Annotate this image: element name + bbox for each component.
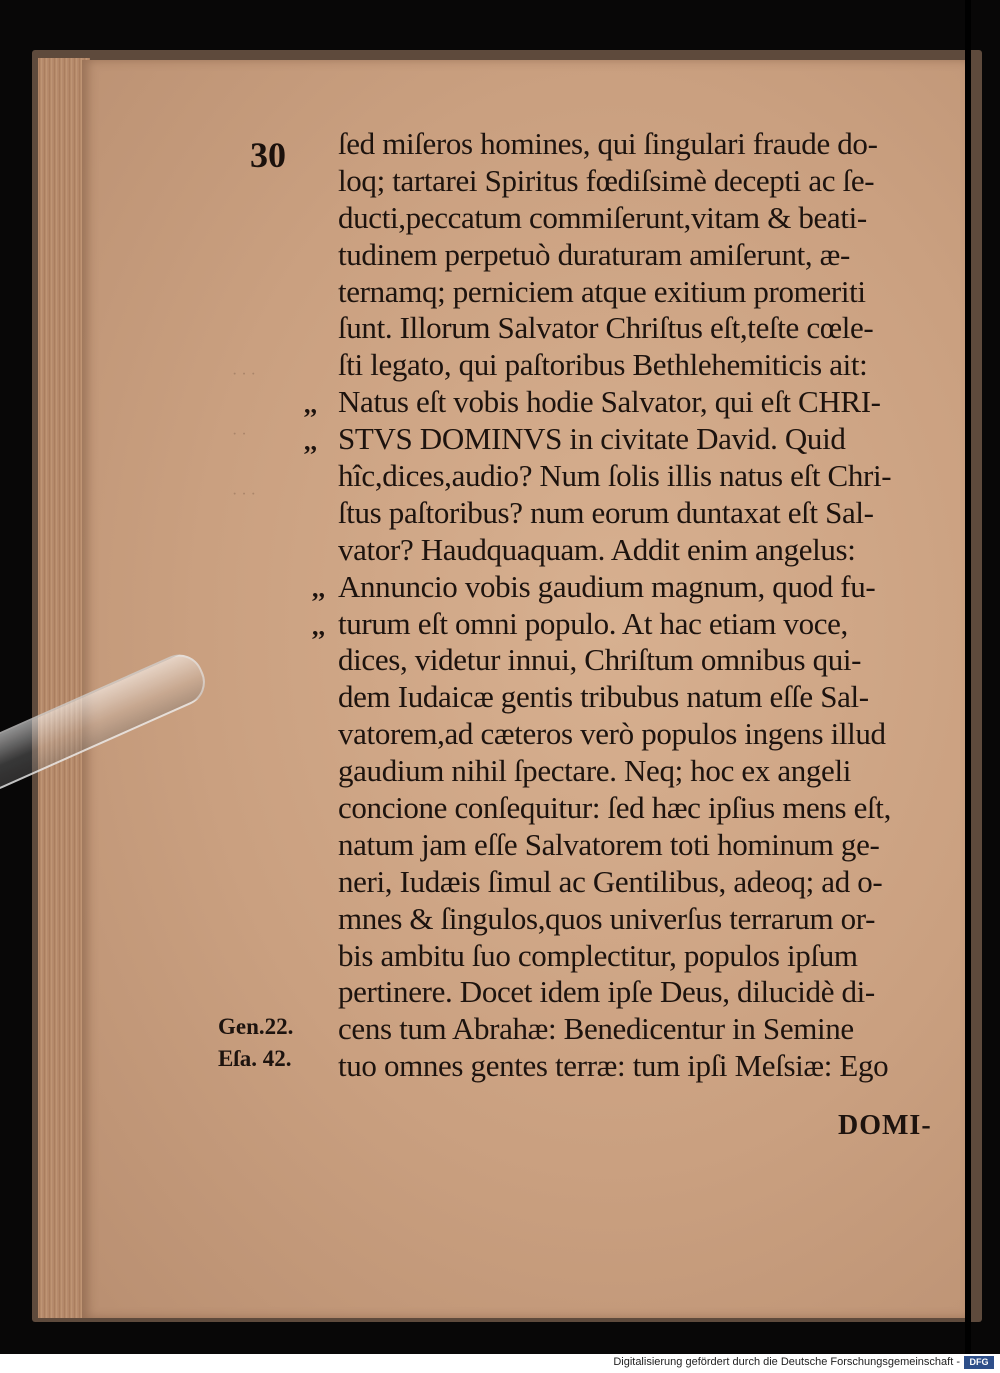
text-line: cens tum Abrahæ: Benedicentur in Semine <box>338 1011 854 1047</box>
quote-mark: ,, <box>304 390 317 419</box>
text-line: turum eſt omni populo. At hac etiam voce, <box>338 605 848 641</box>
margin-note-esa: Eſa. 42. <box>218 1046 292 1071</box>
footer-credit: Digitalisierung gefördert durch die Deutsche Forschungsgemeinschaft - <box>613 1356 960 1368</box>
text-line: vator? Haudquaquam. Addit enim angelus: <box>338 531 856 567</box>
text-line: neri, Iudæis ſimul ac Gentilibus, adeoq; ad o- <box>338 863 883 899</box>
text-line: mnes & ſingulos,quos univerſus terrarum or- <box>338 900 876 936</box>
margin-note-gen: Gen.22. <box>218 1014 294 1039</box>
text-line: vatorem,ad cæteros verò populos ingens illud <box>338 716 886 752</box>
text-line: ſtus paſtoribus? num eorum duntaxat eſt Sal- <box>338 494 874 530</box>
text-line: ſunt. Illorum Salvator Chriſtus eſt,teſte cœle- <box>338 310 874 346</box>
margin-notes <box>218 1011 318 1075</box>
text-line: natum jam eſſe Salvatorem toti hominum ge- <box>338 826 880 862</box>
scan-gutter <box>965 0 971 1373</box>
quote-mark: ,, <box>312 612 325 641</box>
text-line: dices, videtur innui, Chriſtum omnibus qui- <box>338 642 862 678</box>
page-number: 30 <box>250 135 286 175</box>
text-line: Natus eſt vobis hodie Salvator, qui eſt CHRI- <box>338 384 881 420</box>
text-line: hîc,dices,audio? Num ſolis illis natus eſt Chri- <box>338 458 892 494</box>
text-line: ternamq; perniciem atque exitium promeriti <box>338 273 866 309</box>
text-line: gaudium nihil ſpectare. Neq; hoc ex angeli <box>338 753 851 789</box>
bleed-through-left: · · · · · · · · <box>232 366 256 503</box>
text-line: tuo omnes gentes terræ: tum ipſi Meſsiæ: Ego <box>338 1048 889 1084</box>
quote-mark: ,, <box>304 427 317 456</box>
text-line: concione conſequitur: ſed hæc ipſius mens eſt, <box>338 790 891 826</box>
text-line: tudinem perpetuò duraturam amiſerunt, æ- <box>338 236 850 272</box>
body-text <box>338 126 950 1085</box>
quote-mark: ,, <box>312 574 325 603</box>
catchword: DOMI- <box>838 1110 932 1141</box>
text-line: ducti,peccatum commiſerunt,vitam & beati- <box>338 199 867 235</box>
text-line: dem Iudaicæ gentis tribubus natum eſſe Sal- <box>338 679 869 715</box>
text-line: pertinere. Docet idem ipſe Deus, dilucidè di- <box>338 974 875 1010</box>
text-line: Annuncio vobis gaudium magnum, quod fu- <box>338 568 876 604</box>
text-line: loq; tartarei Spiritus fœdiſsimè decepti ac ſe- <box>338 162 875 198</box>
text-line: ſti legato, qui paſtoribus Bethlehemiticis ait: <box>338 347 868 383</box>
text-line: STVS DOMINVS in civitate David. Quid <box>338 421 846 457</box>
dfg-logo-icon: DFG <box>964 1356 994 1369</box>
text-line: ſed miſeros homines, qui ſingulari fraude do- <box>338 126 878 161</box>
text-line: bis ambitu ſuo complectitur, populos ipſum <box>338 937 858 973</box>
